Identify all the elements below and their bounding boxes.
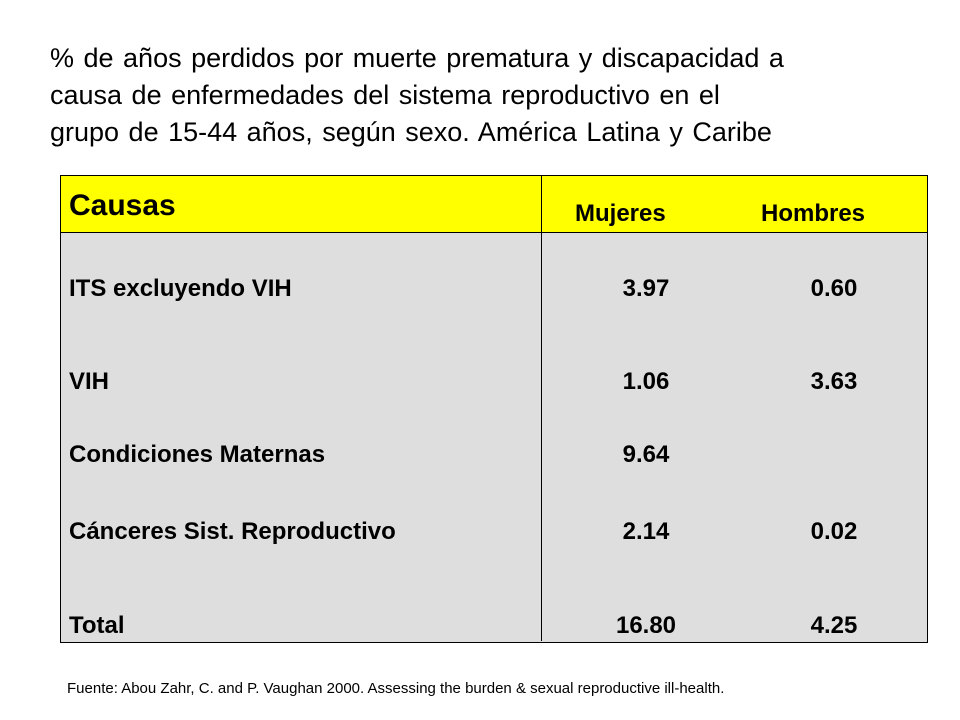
source-note: Fuente: Abou Zahr, C. and P. Vaughan 2000. Assessing the burden & sexual reproductive ill-health. xyxy=(67,680,725,697)
row-label-total: Total xyxy=(69,612,125,639)
row-canceres-hombres: 0.02 xyxy=(810,518,858,545)
row-condiciones-mujeres: 9.64 xyxy=(622,441,670,468)
header-causas: Causas xyxy=(69,189,176,222)
row-its-hombres: 0.60 xyxy=(810,275,858,302)
title-line-3: grupo de 15-44 años, según sexo. América Latina y Caribe xyxy=(50,117,772,147)
row-vih-hombres: 3.63 xyxy=(810,368,858,395)
row-vih-mujeres: 1.06 xyxy=(622,368,670,395)
row-its-mujeres: 3.97 xyxy=(622,275,670,302)
row-label-canceres: Cánceres Sist. Reproductivo xyxy=(69,518,396,545)
row-label-condiciones-maternas: Condiciones Maternas xyxy=(69,441,326,468)
header-mujeres: Mujeres xyxy=(575,200,666,227)
row-label-vih: VIH xyxy=(69,368,110,395)
row-total-mujeres: 16.80 xyxy=(615,612,677,639)
row-label-its: ITS excluyendo VIH xyxy=(69,275,292,302)
row-canceres-mujeres: 2.14 xyxy=(622,518,670,545)
title-line-2: causa de enfermedades del sistema reproductivo en el xyxy=(50,80,720,110)
row-total-hombres: 4.25 xyxy=(810,612,858,639)
header-hombres: Hombres xyxy=(761,200,866,227)
page-title xyxy=(50,40,910,151)
column-divider xyxy=(541,175,542,641)
title-line-1: % de años perdidos por muerte prematura y discapacidad a xyxy=(50,43,784,73)
data-table xyxy=(60,175,928,643)
